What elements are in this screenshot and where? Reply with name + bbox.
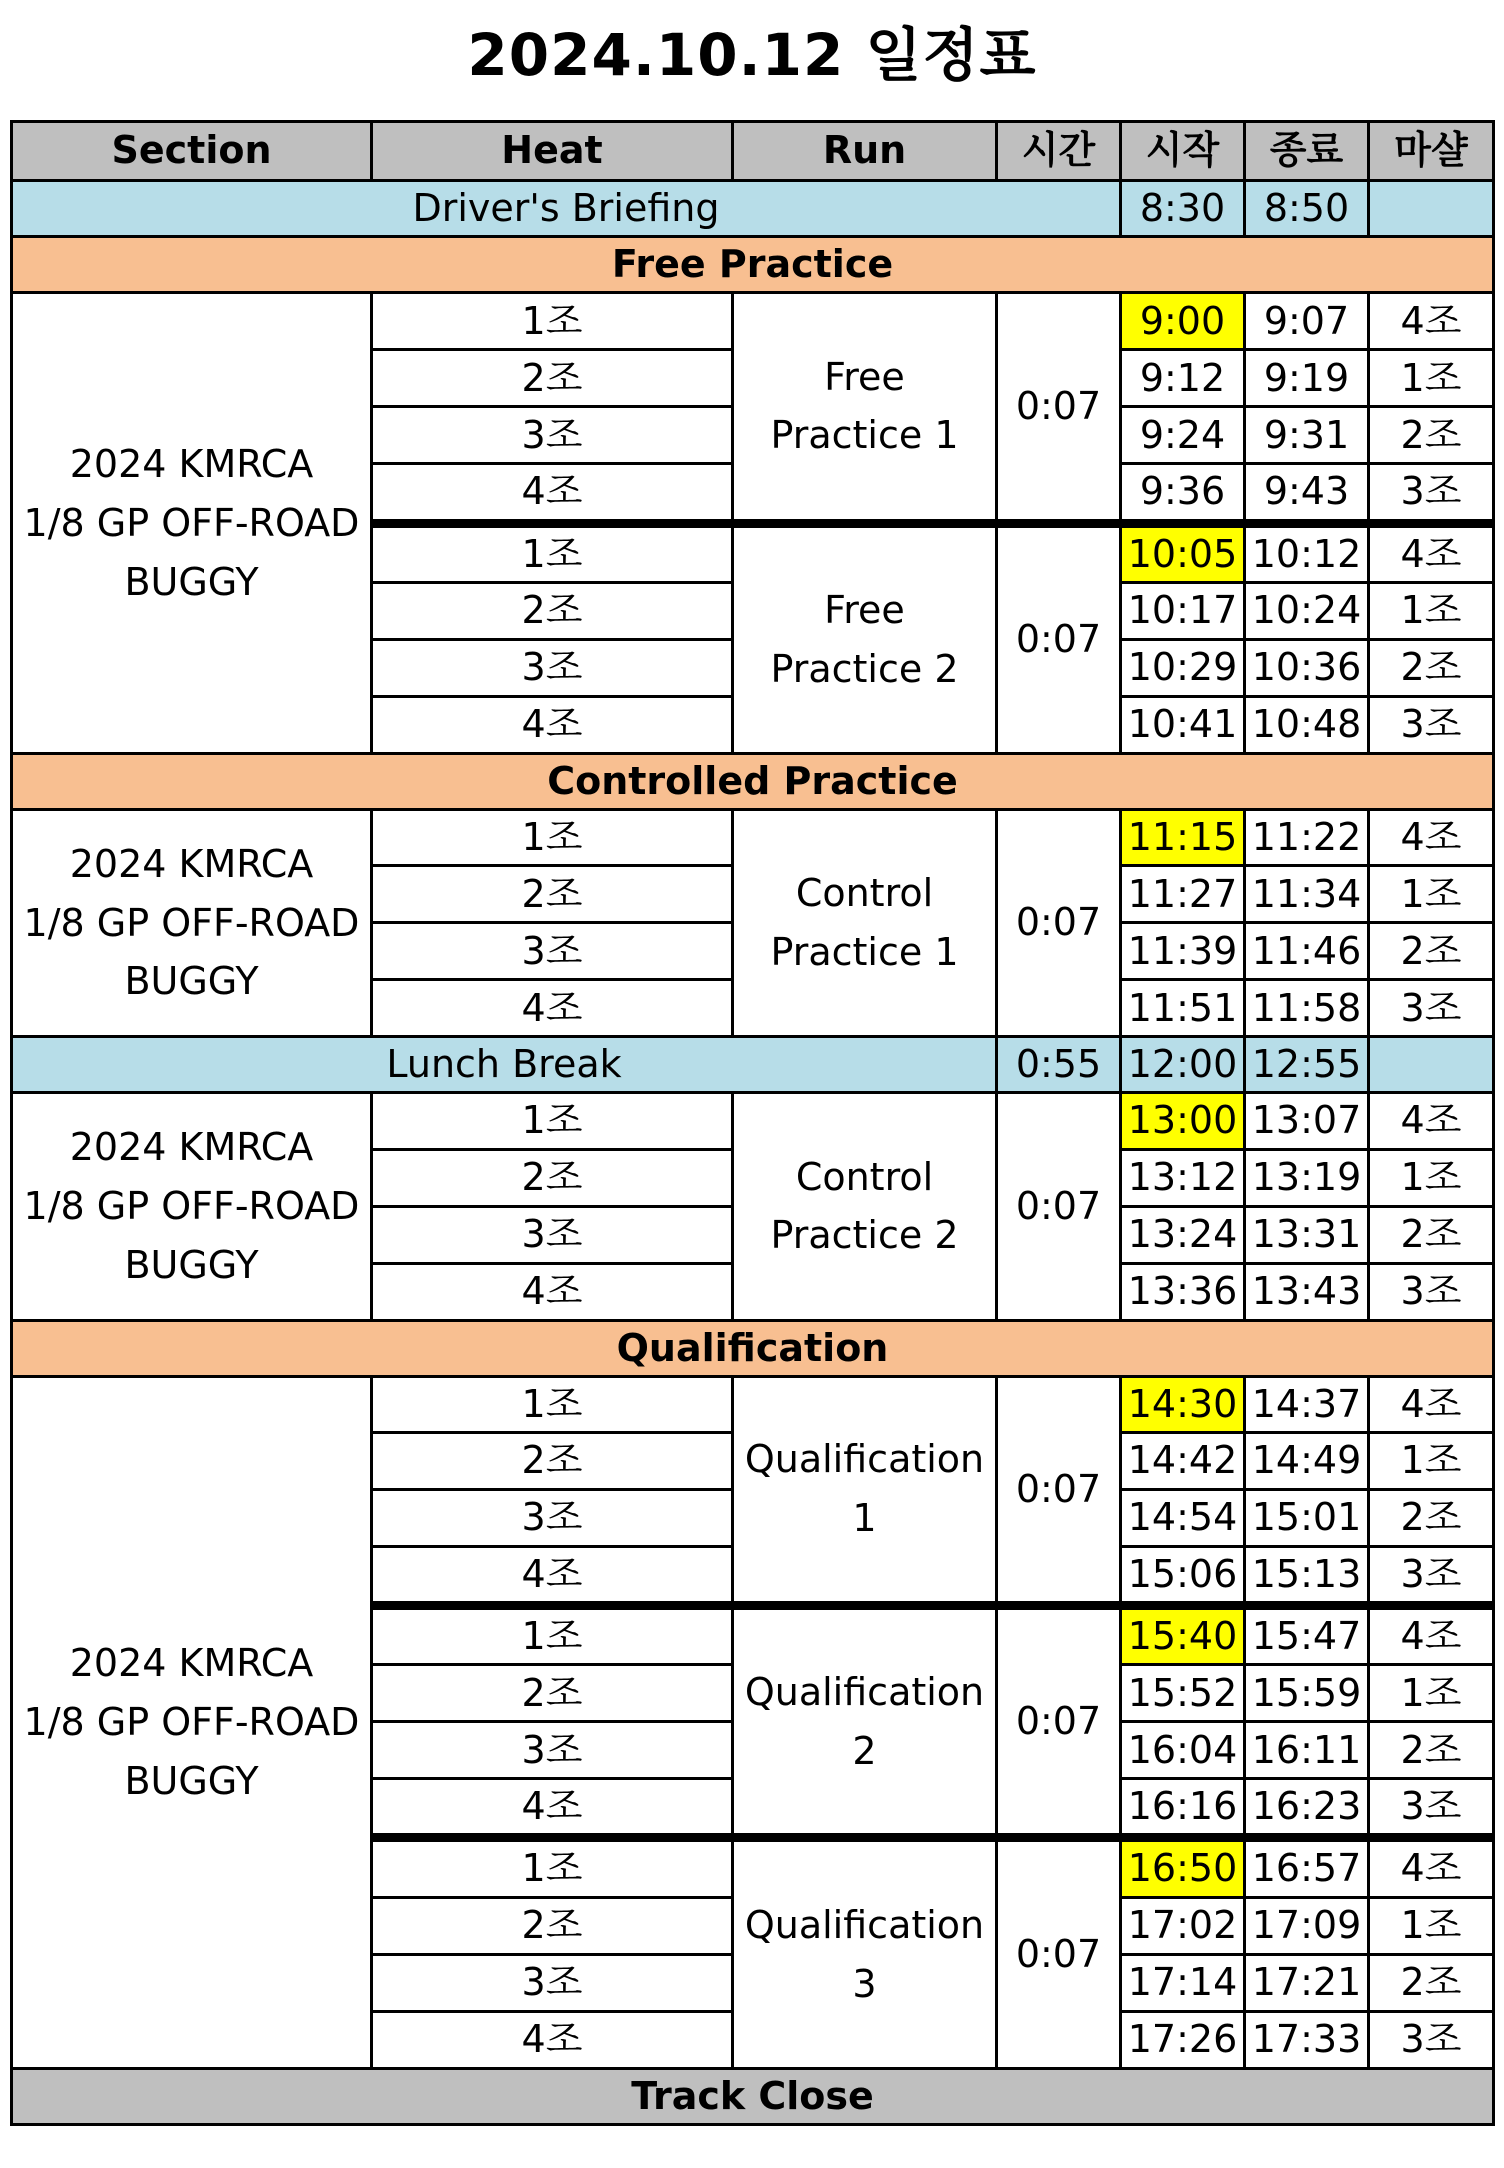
marshal-cell: 3조 xyxy=(1369,2011,1494,2068)
start-time: 15:06 xyxy=(1121,1546,1245,1605)
schedule-row xyxy=(12,293,1494,350)
end-time: 9:07 xyxy=(1245,293,1369,350)
section-name-line: 2024 KMRCA xyxy=(69,841,314,886)
heat-cell: 4조 xyxy=(372,2011,733,2068)
heat-cell: 3조 xyxy=(372,1489,733,1546)
heat-cell: 1조 xyxy=(372,523,733,582)
run-name-cell xyxy=(733,1606,997,1838)
section-name-line: 2024 KMRCA xyxy=(69,1640,314,1685)
marshal-cell: 2조 xyxy=(1369,1954,1494,2011)
marshal-cell: 3조 xyxy=(1369,980,1494,1037)
schedule-row xyxy=(12,1376,1494,1432)
start-time: 11:39 xyxy=(1121,923,1245,980)
end-time: 15:01 xyxy=(1245,1489,1369,1546)
start-time: 14:54 xyxy=(1121,1489,1245,1546)
col-header-time: 시간 xyxy=(997,122,1121,181)
section-name-line: BUGGY xyxy=(124,559,259,604)
end-time: 9:43 xyxy=(1245,464,1369,523)
start-time: 9:12 xyxy=(1121,350,1245,407)
marshal-cell: 1조 xyxy=(1369,866,1494,923)
col-header-run: Run xyxy=(733,122,997,181)
heat-cell: 4조 xyxy=(372,980,733,1037)
start-time: 16:04 xyxy=(1121,1722,1245,1779)
marshal-cell: 1조 xyxy=(1369,1149,1494,1206)
start-time-highlighted: 11:15 xyxy=(1121,809,1245,865)
run-name-line: Control xyxy=(795,1154,934,1199)
end-time: 17:33 xyxy=(1245,2011,1369,2068)
end-time: 13:43 xyxy=(1245,1263,1369,1320)
briefing-start: 8:30 xyxy=(1121,181,1245,237)
run-name-cell xyxy=(733,293,997,523)
run-name-line: Practice 1 xyxy=(770,413,959,458)
start-time: 17:14 xyxy=(1121,1954,1245,2011)
heat-cell: 1조 xyxy=(372,809,733,865)
header-row xyxy=(12,122,1494,181)
run-duration-cell: 0:07 xyxy=(997,809,1121,1036)
briefing-end: 8:50 xyxy=(1245,181,1369,237)
section-name-line: 1/8 GP OFF-ROAD xyxy=(23,1183,360,1228)
end-time: 9:31 xyxy=(1245,407,1369,464)
end-time: 11:46 xyxy=(1245,923,1369,980)
run-name-line: Free xyxy=(824,587,905,632)
start-time: 13:36 xyxy=(1121,1263,1245,1320)
end-time: 16:23 xyxy=(1245,1779,1369,1838)
section-cell xyxy=(12,1376,372,2068)
end-time: 9:19 xyxy=(1245,350,1369,407)
start-time: 17:26 xyxy=(1121,2011,1245,2068)
marshal-cell: 4조 xyxy=(1369,1376,1494,1432)
section-name-line: 2024 KMRCA xyxy=(69,1125,314,1170)
start-time-highlighted: 13:00 xyxy=(1121,1093,1245,1149)
start-time-highlighted: 16:50 xyxy=(1121,1838,1245,1897)
section-name-line: BUGGY xyxy=(124,959,259,1004)
end-time: 16:57 xyxy=(1245,1838,1369,1897)
schedule-table xyxy=(10,120,1495,2126)
heat-cell: 2조 xyxy=(372,350,733,407)
start-time: 16:16 xyxy=(1121,1779,1245,1838)
marshal-cell: 1조 xyxy=(1369,1897,1494,1954)
heat-cell: 1조 xyxy=(372,293,733,350)
marshal-cell: 3조 xyxy=(1369,464,1494,523)
briefing-row xyxy=(12,181,1494,237)
heat-cell: 1조 xyxy=(372,1093,733,1149)
briefing-label: Driver's Briefing xyxy=(12,181,1121,237)
end-time: 17:21 xyxy=(1245,1954,1369,2011)
run-name-cell xyxy=(733,1838,997,2068)
end-time: 14:37 xyxy=(1245,1376,1369,1432)
heat-cell: 2조 xyxy=(372,866,733,923)
run-name-cell xyxy=(733,809,997,1036)
marshal-cell: 2조 xyxy=(1369,407,1494,464)
lunch-row xyxy=(12,1037,1494,1093)
band-track-close xyxy=(12,2068,1494,2124)
run-name-line: Qualification xyxy=(744,1669,985,1714)
marshal-cell: 3조 xyxy=(1369,1546,1494,1605)
start-time: 11:27 xyxy=(1121,866,1245,923)
marshal-cell: 4조 xyxy=(1369,809,1494,865)
run-name-line: Practice 2 xyxy=(770,1213,959,1258)
run-duration-cell: 0:07 xyxy=(997,1376,1121,1605)
lunch-label: Lunch Break xyxy=(12,1037,997,1093)
band-track-close-label: Track Close xyxy=(12,2068,1494,2124)
heat-cell: 4조 xyxy=(372,1546,733,1605)
heat-cell: 2조 xyxy=(372,1665,733,1722)
end-time: 13:19 xyxy=(1245,1149,1369,1206)
band-free-practice xyxy=(12,237,1494,293)
heat-cell: 1조 xyxy=(372,1838,733,1897)
heat-cell: 4조 xyxy=(372,464,733,523)
run-duration-cell: 0:07 xyxy=(997,523,1121,753)
band-controlled-practice xyxy=(12,753,1494,809)
lunch-start: 12:00 xyxy=(1121,1037,1245,1093)
end-time: 11:34 xyxy=(1245,866,1369,923)
heat-cell: 1조 xyxy=(372,1606,733,1665)
marshal-cell: 1조 xyxy=(1369,582,1494,639)
end-time: 14:49 xyxy=(1245,1432,1369,1489)
marshal-cell: 1조 xyxy=(1369,1432,1494,1489)
end-time: 13:07 xyxy=(1245,1093,1369,1149)
schedule-body xyxy=(12,181,1494,2125)
start-time: 10:17 xyxy=(1121,582,1245,639)
marshal-cell: 2조 xyxy=(1369,1206,1494,1263)
page-title: 2024.10.12 일정표 xyxy=(467,21,1037,89)
start-time: 11:51 xyxy=(1121,980,1245,1037)
heat-cell: 4조 xyxy=(372,696,733,753)
start-time: 9:24 xyxy=(1121,407,1245,464)
schedule-row xyxy=(12,1093,1494,1149)
marshal-cell: 2조 xyxy=(1369,923,1494,980)
briefing-marshal xyxy=(1369,181,1494,237)
heat-cell: 2조 xyxy=(372,582,733,639)
run-duration-cell: 0:07 xyxy=(997,1838,1121,2068)
run-name-line: Practice 2 xyxy=(770,646,959,691)
band-free-practice-label: Free Practice xyxy=(12,237,1494,293)
end-time: 15:47 xyxy=(1245,1606,1369,1665)
section-cell xyxy=(12,1093,372,1320)
marshal-cell: 3조 xyxy=(1369,696,1494,753)
heat-cell: 2조 xyxy=(372,1897,733,1954)
end-time: 10:36 xyxy=(1245,639,1369,696)
start-time: 10:29 xyxy=(1121,639,1245,696)
start-time: 9:36 xyxy=(1121,464,1245,523)
end-time: 10:12 xyxy=(1245,523,1369,582)
marshal-cell: 3조 xyxy=(1369,1779,1494,1838)
start-time: 14:42 xyxy=(1121,1432,1245,1489)
start-time-highlighted: 10:05 xyxy=(1121,523,1245,582)
band-controlled-practice-label: Controlled Practice xyxy=(12,753,1494,809)
run-duration-cell: 0:07 xyxy=(997,1606,1121,1838)
run-duration-cell: 0:07 xyxy=(997,1093,1121,1320)
run-name-cell xyxy=(733,1376,997,1605)
start-time-highlighted: 14:30 xyxy=(1121,1376,1245,1432)
heat-cell: 2조 xyxy=(372,1432,733,1489)
lunch-time: 0:55 xyxy=(997,1037,1121,1093)
heat-cell: 4조 xyxy=(372,1779,733,1838)
col-header-heat: Heat xyxy=(372,122,733,181)
col-header-section: Section xyxy=(12,122,372,181)
marshal-cell: 4조 xyxy=(1369,293,1494,350)
marshal-cell: 2조 xyxy=(1369,1722,1494,1779)
marshal-cell: 3조 xyxy=(1369,1263,1494,1320)
end-time: 10:48 xyxy=(1245,696,1369,753)
marshal-cell: 4조 xyxy=(1369,1838,1494,1897)
heat-cell: 3조 xyxy=(372,639,733,696)
start-time: 17:02 xyxy=(1121,1897,1245,1954)
start-time-highlighted: 15:40 xyxy=(1121,1606,1245,1665)
start-time-highlighted: 9:00 xyxy=(1121,293,1245,350)
run-name-cell xyxy=(733,1093,997,1320)
start-time: 13:24 xyxy=(1121,1206,1245,1263)
end-time: 15:13 xyxy=(1245,1546,1369,1605)
heat-cell: 3조 xyxy=(372,407,733,464)
marshal-cell: 4조 xyxy=(1369,523,1494,582)
heat-cell: 3조 xyxy=(372,1206,733,1263)
end-time: 13:31 xyxy=(1245,1206,1369,1263)
marshal-cell: 1조 xyxy=(1369,350,1494,407)
band-qualification xyxy=(12,1320,1494,1376)
section-name-line: BUGGY xyxy=(124,1758,259,1803)
col-header-marshal: 마샬 xyxy=(1369,122,1494,181)
section-name-line: 1/8 GP OFF-ROAD xyxy=(23,500,360,545)
start-time: 15:52 xyxy=(1121,1665,1245,1722)
start-time: 10:41 xyxy=(1121,696,1245,753)
run-name-cell xyxy=(733,523,997,753)
end-time: 15:59 xyxy=(1245,1665,1369,1722)
run-name-line: 1 xyxy=(852,1496,877,1541)
col-header-end: 종료 xyxy=(1245,122,1369,181)
run-name-line: 2 xyxy=(852,1728,877,1773)
heat-cell: 3조 xyxy=(372,923,733,980)
run-name-line: 3 xyxy=(852,1961,877,2006)
heat-cell: 2조 xyxy=(372,1149,733,1206)
section-name-line: BUGGY xyxy=(124,1242,259,1287)
heat-cell: 4조 xyxy=(372,1263,733,1320)
start-time: 13:12 xyxy=(1121,1149,1245,1206)
marshal-cell: 2조 xyxy=(1369,1489,1494,1546)
section-name-line: 1/8 GP OFF-ROAD xyxy=(23,1699,360,1744)
marshal-cell: 1조 xyxy=(1369,1665,1494,1722)
run-name-line: Qualification xyxy=(744,1437,985,1482)
run-name-line: Control xyxy=(795,871,934,916)
end-time: 16:11 xyxy=(1245,1722,1369,1779)
heat-cell: 1조 xyxy=(372,1376,733,1432)
marshal-cell: 2조 xyxy=(1369,639,1494,696)
run-name-line: Practice 1 xyxy=(770,930,959,975)
end-time: 10:24 xyxy=(1245,582,1369,639)
end-time: 11:58 xyxy=(1245,980,1369,1037)
section-cell xyxy=(12,293,372,753)
lunch-marshal xyxy=(1369,1037,1494,1093)
section-name-line: 2024 KMRCA xyxy=(69,441,314,486)
run-name-line: Qualification xyxy=(744,1902,985,1947)
end-time: 17:09 xyxy=(1245,1897,1369,1954)
section-name-line: 1/8 GP OFF-ROAD xyxy=(23,900,360,945)
marshal-cell: 4조 xyxy=(1369,1093,1494,1149)
run-name-line: Free xyxy=(824,354,905,399)
schedule-row xyxy=(12,809,1494,865)
col-header-start: 시작 xyxy=(1121,122,1245,181)
heat-cell: 3조 xyxy=(372,1722,733,1779)
run-duration-cell: 0:07 xyxy=(997,293,1121,523)
band-qualification-label: Qualification xyxy=(12,1320,1494,1376)
lunch-end: 12:55 xyxy=(1245,1037,1369,1093)
section-cell xyxy=(12,809,372,1036)
heat-cell: 3조 xyxy=(372,1954,733,2011)
end-time: 11:22 xyxy=(1245,809,1369,865)
marshal-cell: 4조 xyxy=(1369,1606,1494,1665)
